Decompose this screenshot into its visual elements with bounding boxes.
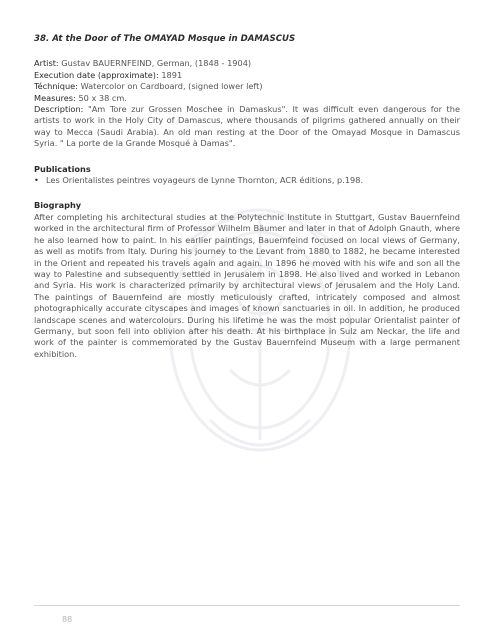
page-number: 88	[62, 615, 73, 624]
publication-text: Les Orientalistes peintres voyageurs de Lynne Thornton, ACR éditions, p.198.	[46, 175, 364, 186]
catalog-entry	[34, 34, 460, 360]
measures-value: 50 x 38 cm.	[78, 92, 128, 103]
description-value: "Am Tore zur Grossen Moschee in Damaskus". It was difficult even dangerous for the artists to work in the Holy City of Damascus, where thousands of pilgrims gathered annually on their way to Mecca (Saudi Arabia). An old man resting at the Door of the Omayad Mosque in Damascus Syria. " La porte de la Grande Mosqué à Damas".	[34, 104, 460, 149]
measures-row	[34, 93, 460, 104]
technique-row	[34, 81, 460, 92]
measures-label: Measures:	[34, 92, 76, 103]
entry-details	[34, 58, 460, 149]
footer-divider	[34, 605, 460, 606]
description-label: Description:	[34, 104, 84, 115]
publications-heading: Publications	[34, 163, 91, 174]
technique-label: Téchnique:	[34, 81, 78, 92]
execution-date-value: 1891	[161, 69, 183, 80]
execution-date-label: Execution date (approximate):	[34, 69, 159, 80]
artist-label: Artist:	[34, 58, 59, 69]
artist-row	[34, 58, 460, 69]
biography-text: After completing his architectural studies at the Polytechnic Institute in Stuttgart, Gustav Bauernfeind worked in the architectural firm of Professor Wilhelm Bäumer and later in that of Adolph Gnauth, where he also learned how to paint. In his earlier paintings, Bauernfeind focused on local views of Germany, as well as motifs from Italy. During his journey to the Levant from 1880 to 1882, he became interested in the Orient and repeated his travels again and again. In 1896 he moved with his wife and son all the way to Palestine and subsequently settled in Jerusalem in 1898. He also lived and worked in Lebanon and Syria. His work is characterized primarily by architectural views of Jerusalem and the Holy Land. The paintings of Bauernfeind are mostly meticulously crafted, intricately composed and almost photographically accurate cityscapes and images of known sanctuaries in oil. In addition, he produced landscape scenes and watercolours. During his lifetime he was the most popular Orientalist painter of Germany, but soon fell into oblivion after his death. At his birthplace in Sulz am Neckar, the life and work of the painter is commemorated by the Gustav Bauernfeind Museum with a large permanent exhibition.	[34, 211, 460, 359]
technique-value: Watercolor on Cardboard, (signed lower left)	[80, 81, 263, 92]
execution-date-row	[34, 70, 460, 81]
bullet-icon: •	[34, 175, 39, 186]
entry-title: 38. At the Door of The OMAYAD Mosque in DAMASCUS	[34, 34, 296, 44]
description-row	[34, 104, 460, 150]
artist-value: Gustav BAUERNFEIND, German, (1848 - 1904)	[61, 58, 252, 69]
publication-item	[34, 175, 460, 186]
biography-heading: Biography	[34, 200, 82, 211]
